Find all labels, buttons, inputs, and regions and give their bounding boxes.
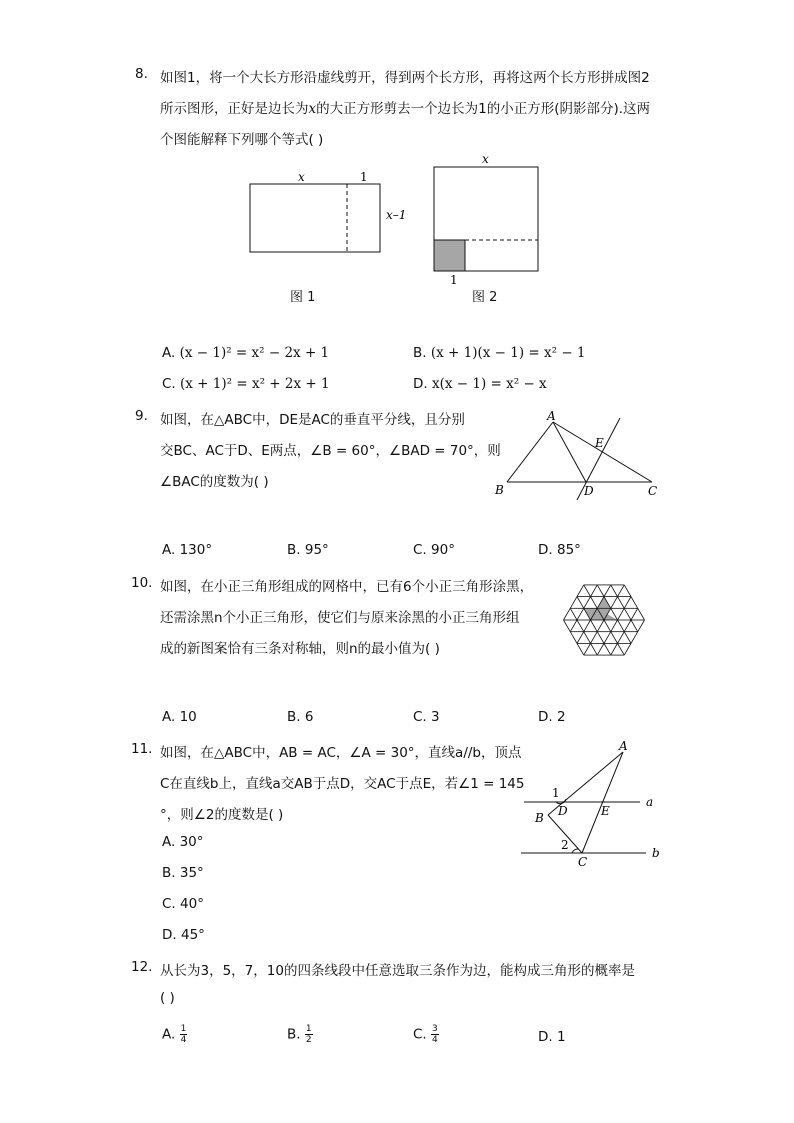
option-c[interactable]: C. $\frac{3}{4}$ [413, 1024, 438, 1045]
question-text-line: 所示图形，正好是边长为x的大正方形剪去一个边长为1的小正方形(阴影部分).这两 [160, 101, 651, 117]
fig1-label-1: 1 [360, 170, 368, 184]
label-line-a: a [646, 795, 654, 809]
fraction: $\frac{1}{4}$ [180, 1024, 187, 1045]
question-text-line: 如图，在小正三角形组成的网格中，已有6个小正三角形涂黑， [160, 579, 534, 595]
label-d: D [584, 484, 594, 498]
question-text-line: 交BC、AC于D、E两点，∠B = 60°，∠BAD = 70°，则 [160, 443, 501, 459]
option-d[interactable]: D. 2 [538, 709, 566, 725]
option-c[interactable]: C. 3 [413, 709, 440, 725]
fig2-label-x: x [482, 152, 489, 166]
label-b: B [535, 811, 544, 825]
option-d[interactable]: D. 85° [538, 542, 581, 558]
option-b[interactable]: B. 95° [287, 542, 329, 558]
question-number: 11. [131, 741, 153, 757]
label-e: E [601, 804, 610, 818]
question-text-line: ∠BAC的度数为( ) [160, 474, 269, 490]
label-angle-2: 2 [561, 838, 569, 852]
fraction: $\frac{3}{4}$ [432, 1024, 438, 1045]
question-number: 8. [135, 66, 148, 82]
label-line-b: b [652, 846, 660, 860]
option-a[interactable]: A. $\frac{1}{4}$ [162, 1024, 187, 1045]
question-text-line: 从长为3，5，7，10的四条线段中任意选取三条作为边，能构成三角形的概率是 [160, 963, 635, 979]
option-b[interactable]: B. $\frac{1}{2}$ [287, 1024, 312, 1045]
question-text-line: 如图1，将一个大长方形沿虚线剪开，得到两个长方形，再将这两个长方形拼成图2 [160, 70, 650, 86]
label-d: D [558, 804, 568, 818]
option-c[interactable]: C. 90° [413, 542, 455, 558]
label-a: A [547, 409, 556, 423]
question-text-line: °，则∠2的度数是( ) [160, 807, 284, 823]
option-d[interactable]: D. 45° [162, 927, 205, 943]
question-text-line: 如图，在△ABC中，DE是AC的垂直平分线，且分别 [160, 412, 465, 428]
label-angle-1: 1 [552, 786, 560, 800]
question-text-line: 如图，在△ABC中，AB = AC，∠A = 30°，直线a//b，顶点 [160, 745, 522, 761]
fraction: $\frac{1}{2}$ [305, 1024, 312, 1045]
question-text-line: 个图能解释下列哪个等式( ) [160, 132, 324, 148]
figure-1-caption: 图 1 [290, 290, 316, 305]
option-a[interactable]: A. 30° [162, 834, 204, 850]
option-c[interactable]: C. (x + 1)² = x² + 2x + 1 [162, 376, 330, 392]
option-d[interactable]: D. x(x − 1) = x² − x [413, 376, 547, 392]
question-number: 9. [135, 408, 148, 424]
label-c: C [648, 484, 658, 498]
question-number: 10. [131, 575, 153, 591]
option-b[interactable]: B. (x + 1)(x − 1) = x² − 1 [413, 345, 586, 361]
option-c[interactable]: C. 40° [162, 896, 204, 912]
option-b[interactable]: B. 35° [162, 865, 204, 881]
question-text-line: ( ) [160, 990, 175, 1006]
question-text-line: C在直线b上，直线a交AB于点D，交AC于点E，若∠1 = 145 [160, 776, 525, 792]
option-a[interactable]: A. 10 [162, 709, 197, 725]
figure-2-caption: 图 2 [472, 290, 498, 305]
question-text-line: 还需涂黑n个小正三角形，使它们与原来涂黑的小正三角形组 [160, 610, 520, 626]
option-a[interactable]: A. (x − 1)² = x² − 2x + 1 [162, 345, 330, 361]
question-text-line: 成的新图案恰有三条对称轴，则n的最小值为( ) [160, 641, 440, 657]
label-a: A [619, 739, 628, 753]
fig1-label-side: x–1 [386, 208, 407, 222]
fig2-label-1: 1 [450, 273, 458, 287]
fig1-label-x: x [298, 170, 305, 184]
option-b[interactable]: B. 6 [287, 709, 314, 725]
label-b: B [495, 483, 504, 497]
label-e: E [595, 436, 604, 450]
option-d[interactable]: D. 1 [538, 1029, 566, 1045]
question-number: 12. [131, 959, 153, 975]
label-c: C [578, 855, 588, 869]
option-a[interactable]: A. 130° [162, 542, 213, 558]
